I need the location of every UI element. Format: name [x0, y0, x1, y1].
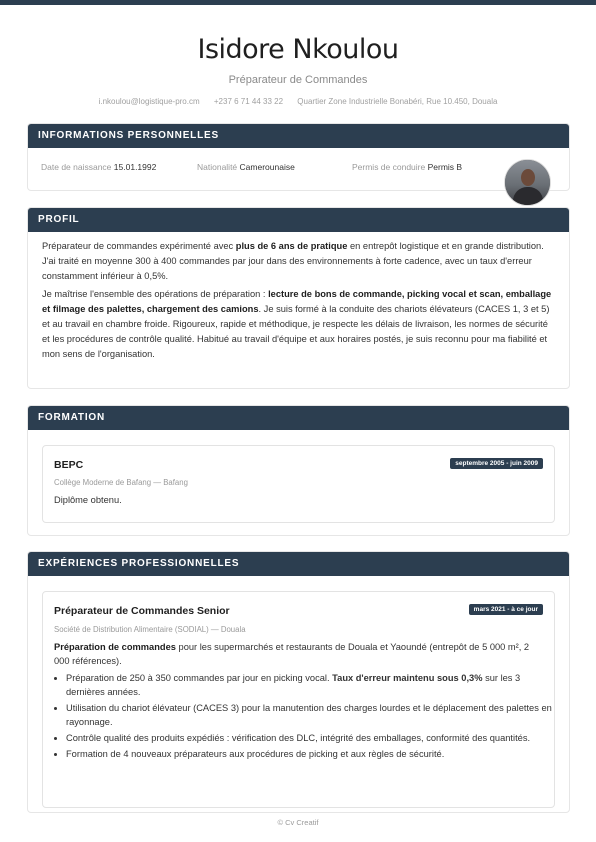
- section-profile: [27, 207, 570, 389]
- personal-info-row: [28, 148, 569, 185]
- profile-body: [28, 232, 569, 373]
- info-nationality: [197, 162, 295, 172]
- info-value: Permis B: [427, 162, 463, 172]
- text-run: Je maîtrise l'ensemble des opérations de préparation :: [42, 289, 269, 299]
- text-run: sur les 3 dernières années.: [66, 673, 521, 697]
- experience-bullet: [66, 671, 556, 699]
- profile-paragraph-2: [42, 287, 555, 362]
- text-run: pour les supermarchés et restaurants de Douala et Yaoundé (entrepôt de 5 000 m², 2 000 références).: [54, 642, 530, 666]
- section-personal-info: [27, 123, 570, 191]
- education-title: BEPC: [54, 459, 84, 471]
- education-school: Collège Moderne de Bafang — Bafang: [54, 478, 188, 487]
- experience-company: Société de Distribution Alimentaire (SODIAL) — Douala: [54, 625, 246, 634]
- text-run: Contrôle qualité des produits expédiés : vérification des DLC, intégrité des emballages, conformité des quantités.: [66, 733, 531, 743]
- experience-bullet: [66, 747, 556, 761]
- footer-credit: © Cv Creatif: [277, 818, 319, 827]
- bold-text: plus de 6 ans de pratique: [235, 241, 348, 251]
- experience-bullets: [54, 671, 556, 763]
- text-run: . Je suis formé à la conduite des chariots élévateurs (CACES 1, 3 et 5) et au travail en chambre froide. Rigoureux, rapide et méthodique, je respecte les délais de livraison, les normes de sécurité et les procédures de contrôle qualité. Habitué au travail d'équipe et aux horaires postés, je suis reconnu pour ma fiabilité et mon sens de l'organisation.: [42, 304, 550, 359]
- experience-title: Préparateur de Commandes Senior: [54, 605, 230, 617]
- candidate-role: Préparateur de Commandes: [228, 74, 368, 86]
- candidate-name: Isidore Nkoulou: [197, 34, 399, 65]
- experience-bullet: [66, 701, 556, 729]
- bold-text: lecture de bons de commande, picking vocal et scan, emballage et filmage des palettes, chargement des camions: [42, 289, 552, 314]
- info-label: Date de naissance: [41, 162, 112, 172]
- profile-paragraph-1: [42, 239, 555, 284]
- info-birthdate: [41, 162, 156, 172]
- education-description: Diplôme obtenu.: [54, 495, 122, 505]
- experience-card: [42, 591, 555, 808]
- section-heading: INFORMATIONS PERSONNELLES: [28, 124, 569, 148]
- info-label: Nationalité: [197, 162, 238, 172]
- education-card: [42, 445, 555, 523]
- experience-bullet: [66, 731, 556, 745]
- experience-intro: [54, 640, 544, 668]
- profile-photo: [504, 159, 551, 206]
- date-badge: septembre 2005 - juin 2009: [450, 458, 543, 469]
- bold-text: Préparation de commandes: [54, 642, 176, 652]
- info-license: [352, 162, 462, 172]
- contact-email[interactable]: i.nkoulou@logistique-pro.cm: [98, 97, 200, 106]
- section-heading: FORMATION: [28, 406, 569, 430]
- section-experience: [27, 551, 570, 813]
- section-heading: PROFIL: [28, 208, 569, 232]
- date-badge: mars 2021 - à ce jour: [469, 604, 543, 615]
- contact-phone: +237 6 71 44 33 22: [213, 97, 284, 106]
- top-accent-bar: [0, 0, 596, 5]
- text-run: Préparation de 250 à 350 commandes par jour en picking vocal.: [66, 673, 333, 683]
- info-value: 15.01.1992: [113, 162, 157, 172]
- section-education: [27, 405, 570, 536]
- info-label: Permis de conduire: [352, 162, 426, 172]
- section-heading: EXPÉRIENCES PROFESSIONNELLES: [28, 552, 569, 576]
- text-run: Utilisation du chariot élévateur (CACES 3) pour la manutention des charges lourdes et le déplacement des palettes en rayonnage.: [66, 703, 552, 727]
- text-run: Préparateur de commandes expérimenté avec: [42, 241, 236, 251]
- bold-text: Taux d'erreur maintenu sous 0,3%: [332, 673, 483, 683]
- text-run: Formation de 4 nouveaux préparateurs aux procédures de picking et aux règles de sécurité.: [66, 749, 445, 759]
- contact-address: Quartier Zone Industrielle Bonabéri, Rue 10.450, Douala: [297, 97, 498, 106]
- info-value: Camerounaise: [239, 162, 295, 172]
- text-run: en entrepôt logistique et en grande distribution. J'ai traité en moyenne 300 à 400 commandes par jour dans des environnements à forte cadence, avec un taux d'erreur constamment inférieur à 0,5%.: [42, 241, 544, 281]
- contact-line: [0, 97, 596, 106]
